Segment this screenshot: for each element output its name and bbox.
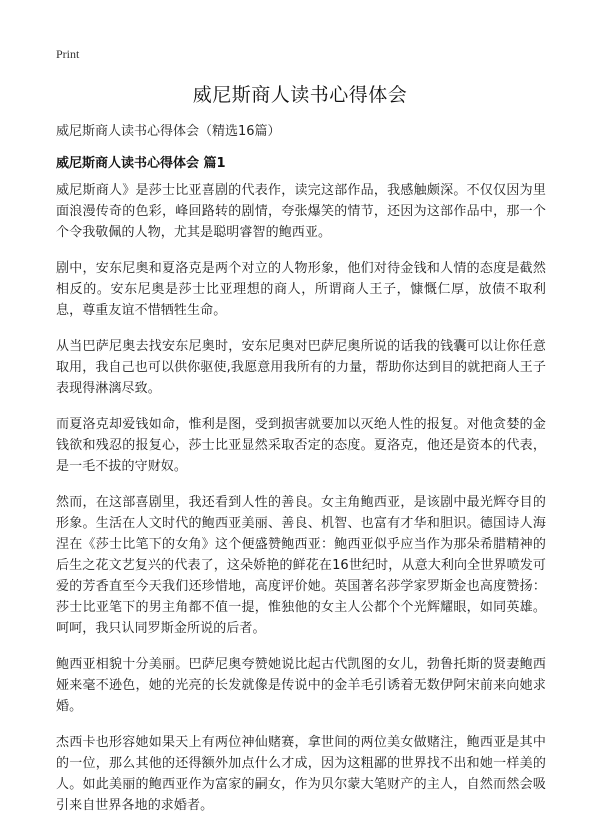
- paragraph-3: 从当巴萨尼奥去找安东尼奥时，安东尼奥对巴萨尼奥所说的话我的钱囊可以让你任意取用，我自己也可以供你驱使,我愿意用我所有的力量，帮助你达到目的就把商人王子表现得淋漓尽致。: [56, 339, 546, 396]
- section-heading: 威尼斯商人读书心得体会 篇1: [56, 156, 226, 171]
- page-title: 威尼斯商人读书心得体会: [192, 84, 408, 106]
- paragraph-2: 剧中，安东尼奥和夏洛克是两个对立的人物形象，他们对待金钱和人情的态度是截然相反的。安东尼奥是莎士比亚理想的商人，所谓商人王子，慷慨仁厚，放债不取利息，尊重友谊不惜牺牲生命。: [56, 261, 546, 318]
- paragraph-1: 威尼斯商人》是莎士比亚喜剧的代表作，读完这部作品，我感触颇深。不仅仅因为里面浪漫传奇的色彩，峰回路转的剧情，夸张爆笑的情节，还因为这部作品中，那一个个令我敬佩的人物，尤其是聪明睿智的鲍西亚。: [56, 183, 546, 240]
- document-subtitle: 威尼斯商人读书心得体会（精选16篇）: [56, 124, 281, 139]
- paragraph-7: 杰西卡也形容她如果天上有两位神仙赌赛，拿世间的两位美女做赌注，鲍西亚是其中的一位，那么其他的还得额外加点什么才成，因为这粗鄙的世界找不出和她一样美的人。如此美丽的鲍西亚作为富家的嗣女，作为贝尔蒙大笔财产的主人，自然而然会吸引来自世界各地的求婚者。: [56, 735, 546, 813]
- article-body: [56, 180, 546, 831]
- paragraph-4: 而夏洛克却爱钱如命，惟利是图，受到损害就要加以灭绝人性的报复。对他贪婪的金钱欲和残忍的报复心，莎士比亚显然采取否定的态度。夏洛克，他还是资本的代表，是一毛不拔的守财奴。: [56, 417, 546, 474]
- print-label: Print: [56, 47, 80, 61]
- paragraph-6: 鲍西亚相貌十分美丽。巴萨尼奥夸赞她说比起古代凯图的女儿，勃鲁托斯的贤妻鲍西娅来毫不逊色，她的光亮的长发就像是传说中的金羊毛引诱着无数伊阿宋前来向她求婚。: [56, 657, 546, 714]
- paragraph-5: 然而，在这部喜剧里，我还看到人性的善良。女主角鲍西亚，是该剧中最光辉夺目的形象。生活在人文时代的鲍西亚美丽、善良、机智、也富有才华和胆识。德国诗人海涅在《莎士比笔下的女角》这个便盛赞鲍西亚：鲍西亚似乎应当作为那朵希腊精神的后生之花文艺复兴的代表了，这朵娇艳的鲜花在16世纪时，从意大利向全世界喷发可爱的芳香直至今天我们还珍惜地，高度评价她。英国著名莎学家罗斯金也高度赞扬：莎士比亚笔下的男主角都不值一提，惟独他的女主人公都个个光辉耀眼，如同英雄。呵呵，我只认同罗斯金所说的后者。: [56, 495, 546, 636]
